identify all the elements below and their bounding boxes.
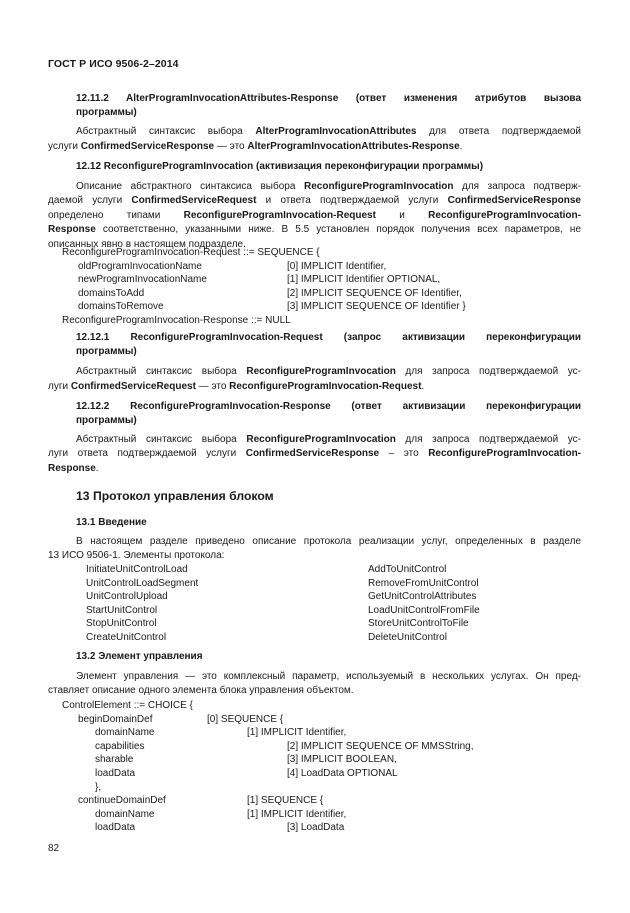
asn-field-type: [3] IMPLICIT BOOLEAN, [287,754,397,766]
text-run: AlterProgramInvocationAttributes [255,126,417,137]
text-run: ConfirmedServiceRequest [70,381,196,392]
asn-field-type: [1] SEQUENCE { [247,795,324,807]
section-12-12-line1 [76,180,581,194]
asn-field-type: [2] IMPLICIT SEQUENCE OF Identifier, [287,287,462,299]
asn-field: loadData [95,768,136,779]
text-run: и ответа подтверждаемой услуги [256,195,448,207]
asn-field-type: [0] SEQUENCE { [207,713,284,725]
asn-field: beginDomainDef [78,713,153,725]
protocol-element: InitiateUnitControlLoad [86,564,188,575]
paragraph-line [76,180,581,194]
text-run: определено типами [48,209,184,221]
section-12-11-2-heading [76,92,581,121]
protocol-element: StopUnitControl [86,618,157,630]
paragraph-line [76,365,581,379]
text-run: ReconfigureProgramInvocation [246,434,396,445]
paragraph-line [76,433,581,447]
protocol-element: UnitControlLoadSegment [86,577,199,589]
protocol-element: DeleteUnitControl [368,632,447,643]
heading-line: 12.12.2 ReconfigureProgramInvocation-Response (ответ активизации переконфигурации [76,401,581,412]
paragraph-line [48,223,581,237]
text-run: Абстрактный синтаксис выбора [76,126,256,137]
asn-field: capabilities [95,740,145,752]
document-header: ГОСТ Р ИСО 9506-2–2014 [48,58,179,70]
asn-field: newProgramInvocationName [78,274,207,286]
section-13-1-line2: 13 ИСО 9506-1. Элементы протокола: [48,550,225,562]
section-13-2-heading: 13.2 Элемент управления [76,651,203,662]
text-run: Описание абстрактного синтаксиса выбора [76,181,304,192]
heading-line: программы) [76,107,137,119]
page-number: 82 [48,843,60,854]
text-run: ReconfigureProgramInvocation- [428,448,582,460]
text-run: ReconfigureProgramInvocation-Request [229,381,422,392]
protocol-element: GetUnitControlAttributes [368,591,477,603]
text-run: ConfirmedServiceResponse [80,140,215,152]
asn-field: domainsToRemove [78,301,164,313]
text-run: для запроса подтверждаемой ус- [395,434,582,445]
asn-field-type: [4] LoadData OPTIONAL [287,768,398,779]
asn-field-type: [1] IMPLICIT Identifier OPTIONAL, [287,274,441,286]
section-13-heading: 13 Протокол управления блоком [76,489,274,503]
text-run: . [95,462,99,474]
paragraph-line [48,194,581,208]
text-run: ConfirmedServiceRequest [131,195,257,207]
text-run: для запроса подтверждаемой ус- [395,366,582,377]
paragraph-line: В настоящем разделе приведено описание протокола реализации услуг, определенных в разделе [76,536,581,547]
asn-choice: ControlElement ::= CHOICE { [62,700,193,711]
text-run: ConfirmedServiceResponse [447,195,581,207]
text-run: ReconfigureProgramInvocation- [428,209,581,221]
section-12-12-1-line2 [48,380,424,394]
protocol-element: CreateUnitControl [86,632,167,643]
protocol-element: RemoveFromUnitControl [368,577,479,589]
text-run: — это [214,140,248,152]
asn-field-type: [3] IMPLICIT SEQUENCE OF Identifier } [287,301,466,313]
asn-field: domainName [95,727,155,739]
section-12-12-1-line1 [76,365,581,379]
paragraph-line: Элемент управления — это комплексный параметр, используемый в нескольких услугах. Он пред- [76,671,581,682]
asn-req-head: ReconfigureProgramInvocation-Request ::= SEQUENCE { [62,247,320,258]
asn-field: oldProgramInvocationName [78,260,202,272]
protocol-element: UnitControlUpload [86,591,168,603]
section-13-2-line1 [76,670,581,684]
text-run: Абстрактный синтаксис выбора [76,434,247,445]
text-run: соответственно, указанными ниже. В 5.5 установлен порядок получения всех параметров, не [95,224,581,236]
section-12-12-1-heading [76,331,581,360]
text-run: . [459,140,463,152]
asn-field-type: [0] IMPLICIT Identifier, [287,260,387,272]
asn-field-type: [1] IMPLICIT Identifier, [247,808,347,820]
text-run: ReconfigureProgramInvocation [303,181,454,192]
text-run: даемой услуги [48,195,132,207]
asn-field: domainsToAdd [78,287,145,299]
text-run: ReconfigureProgramInvocation [246,366,396,377]
text-run: – это [379,448,429,460]
section-12-12-heading: 12.12 ReconfigureProgramInvocation (активизация переконфигурации программы) [76,161,484,172]
section-12-12-2-heading [76,400,581,429]
protocol-element: AddToUnitControl [368,564,447,575]
text-run: луги ответа подтверждаемой услуги [48,448,246,460]
section-13-2-line2: ставляет описание одного элемента блока управления объектом. [48,685,354,697]
asn-field-type: [2] IMPLICIT SEQUENCE OF MMSString, [287,740,474,752]
text-run: для запроса подтверж- [453,181,581,192]
section-12-11-2-paragraph [76,125,581,139]
asn-field: sharable [95,754,134,766]
text-run: . [421,381,425,392]
section-12-12-2-line1 [76,433,581,447]
text-run: для ответа подтверждаемой [416,126,582,137]
paragraph-line [76,125,581,139]
asn-field-type: [1] IMPLICIT Identifier, [247,727,347,739]
paragraph-line: описанных явно в настоящем подразделе. [48,238,246,250]
text-run: ReconfigureProgramInvocation-Request [183,209,376,221]
asn-resp: ReconfigureProgramInvocation-Response ::= NULL [62,315,291,326]
text-run: услуги [48,140,81,152]
text-run: Абстрактный синтаксис выбора [76,366,247,377]
heading-line: 12.12.1 ReconfigureProgramInvocation-Request (запрос активизации переконфигурации [76,332,581,343]
asn-close: }, [95,781,102,793]
protocol-element: StartUnitControl [86,604,158,616]
section-12-11-2-paragraph-cont [48,140,462,154]
heading-line: 12.11.2 AlterProgramInvocationAttributes-Response (ответ изменения атрибутов вызова [76,93,581,104]
protocol-element: StoreUnitControlToFile [368,618,469,630]
section-13-1-heading: 13.1 Введение [76,517,147,528]
section-12-12-body [48,194,581,252]
protocol-element: LoadUnitControlFromFile [368,604,480,616]
paragraph-line [48,209,581,223]
text-run: луги [48,381,71,392]
paragraph-line [48,462,581,476]
heading-line: программы) [76,346,137,358]
asn-field-type: [3] LoadData [287,822,345,834]
asn-field: continueDomainDef [78,795,166,807]
text-run: и [375,209,429,221]
text-run: ConfirmedServiceResponse [245,448,380,460]
text-run: AlterProgramInvocationAttributes-Response [247,140,460,152]
heading-line: программы) [76,415,137,427]
text-run: Response [48,462,96,474]
asn-field: domainName [95,808,155,820]
text-run: Response [48,224,96,236]
paragraph-line [48,447,581,461]
asn-field: loadData [95,822,136,834]
text-run: — это [195,381,230,392]
section-12-12-2-body [48,447,581,476]
section-13-1-line1 [76,535,581,549]
